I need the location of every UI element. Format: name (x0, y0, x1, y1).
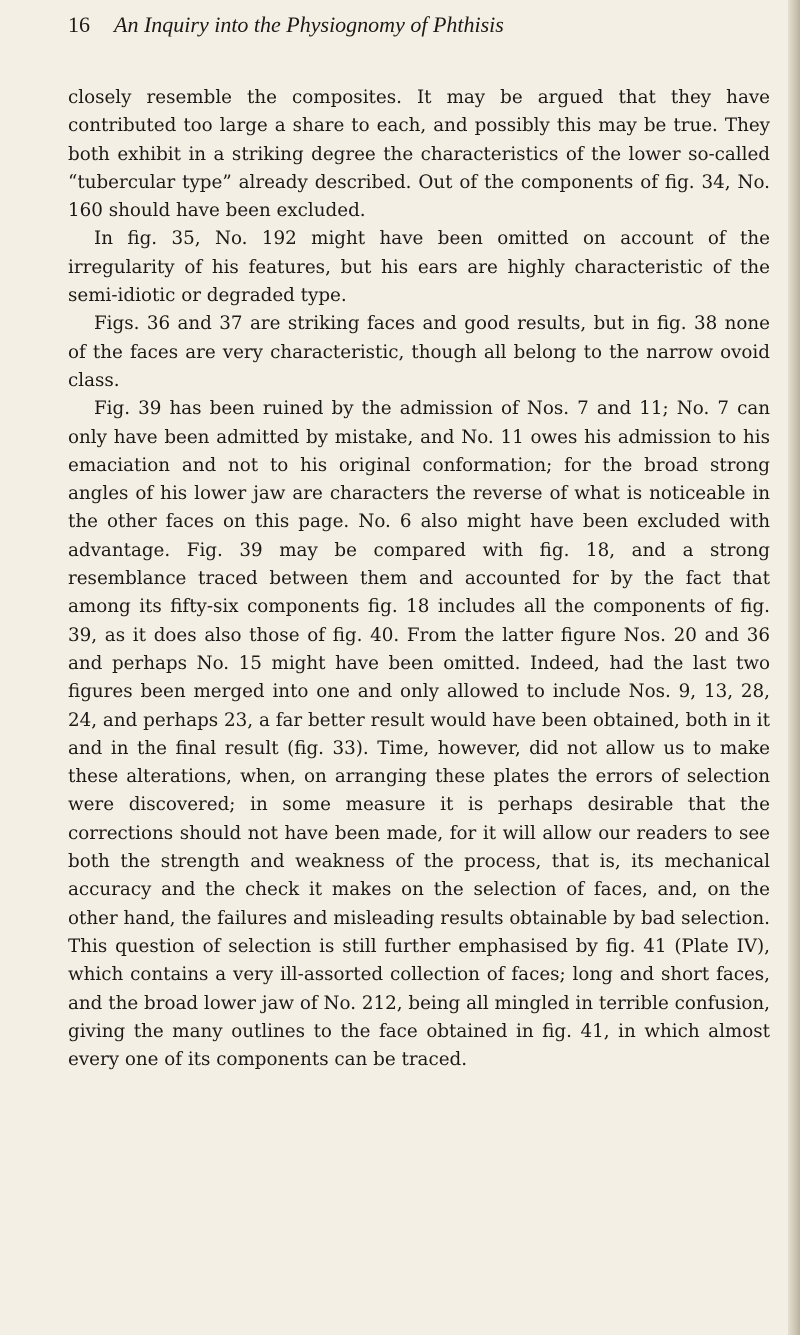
paragraph-fig-35: In fig. 35, No. 192 might have been omitted on account of the irregularity of his features, but his ears are highly characteristic of the semi-idiotic or degraded type. (68, 228, 770, 307)
paragraph-figs-36-37: Figs. 36 and 37 are striking faces and good results, but in fig. 38 none of the faces are very characteristic, though all belong to the narrow ovoid class. (68, 313, 770, 391)
body-text (68, 84, 770, 1074)
page-edge-shadow (788, 0, 800, 1335)
paragraph-fig-39: Fig. 39 has been ruined by the admission of Nos. 7 and 11; No. 7 can only have been admitted by mistake, and No. 11 owes his admission to his emaciation and not to his original conformation; for the broad strong angles of his lower jaw are characters the reverse of what is noticeable in the other faces on this page. No. 6 also might have been excluded with advantage. Fig. 39 may be compared with fig. 18, and a strong resemblance traced between them and accounted for by the fact that among its fifty-six components fig. 18 includes all the components of fig. 39, as it does also those of fig. 40. From the latter figure Nos. 20 and 36 and perhaps No. 15 might have been omitted. Indeed, had the last two figures been merged into one and only allowed to include Nos. 9, 13, 28, 24, and perhaps 23, a far better result would have been obtained, both in it and in the final result (fig. 33). Time, however, did not allow us to make these alterations, when, on arranging these plates the errors of selection were discovered; in some measure it is perhaps desirable that the corrections should not have been made, for it will allow our readers to see both the strength and weakness of the process, that is, its mechanical accuracy and the check it makes on the selection of faces, and, on the other hand, the failures and misleading results obtainable by bad selection. This question of selection is still further emphasised by fig. 41 (Plate IV), which contains a very ill-assorted collection of faces; long and short faces, and the broad lower jaw of No. 212, being all mingled in terrible confusion, giving the many outlines to the face obtained in fig. 41, in which almost every one of its components can be traced. (68, 398, 770, 1071)
paragraph-continued: closely resemble the composites. It may be argued that they have contributed too large a share to each, and possibly this may be true. They both exhibit in a striking degree the characteristics of the lower so-called “tubercular type” already described. Out of the components of fig. 34, No. 160 should have been excluded. (68, 87, 770, 222)
page-number: 16 (68, 12, 90, 37)
page-header (68, 12, 768, 46)
running-title: An Inquiry into the Physiognomy of Phthisis (114, 12, 504, 37)
